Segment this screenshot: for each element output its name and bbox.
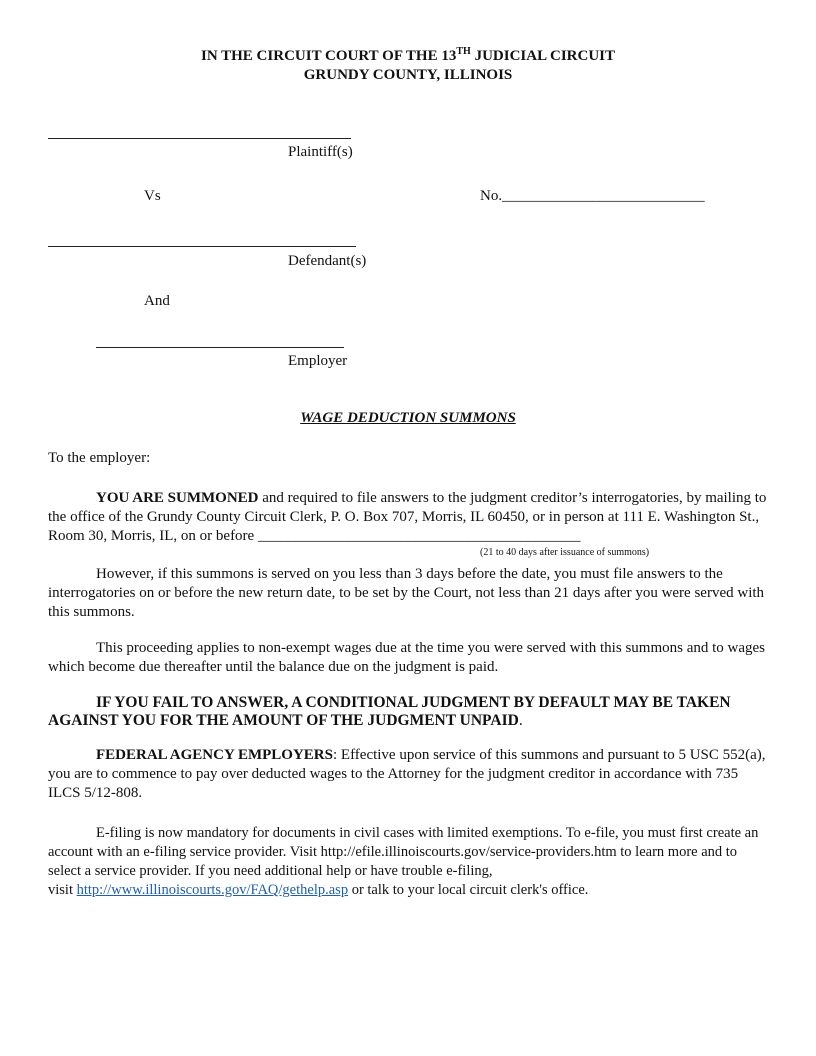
defendant-label: Defendant(s) <box>288 253 367 269</box>
salutation: To the employer: <box>48 450 151 466</box>
gethelp-link[interactable]: http://www.illinoiscourts.gov/FAQ/gethelp.asp <box>76 882 349 898</box>
summoned-lead: YOU ARE SUMMONED <box>96 490 259 506</box>
county-line: GRUNDY COUNTY, ILLINOIS <box>303 67 513 83</box>
court-line-part1: IN THE CIRCUIT COURT OF THE 13 <box>200 48 457 64</box>
and-label: And <box>144 293 170 309</box>
efiling-visit-label: visit <box>48 882 77 898</box>
federal-employers-text: : Effective upon service of this summons and pursuant to 5 USC 552(a), you are to commence to pay over deducted wages to the Attorney for the judgment creditor in accordance with 735 ILCS 5/12-808. <box>48 747 766 801</box>
default-warning-period: . <box>518 712 523 729</box>
employer-blank-line[interactable] <box>96 347 344 348</box>
summoned-text: and required to file answers to the judgment creditor’s interrogatories, by mailing to the office of the Grundy County Circuit Clerk, P. O. Box 707, Morris, IL 60450, or in person at 111 E. Washington St., Room 30, Morris, IL, on or before ___________________________________________ <box>48 490 767 544</box>
non-exempt-wages-paragraph <box>48 639 770 677</box>
plaintiff-label: Plaintiff(s) <box>288 144 353 160</box>
case-number-field[interactable] <box>480 188 705 205</box>
short-service-text: However, if this summons is served on you less than 3 days before the date, you must file answers to the interrogatories on or before the new return date, to be set by the Court, not less than 21 days after you were served with this summons. <box>48 566 765 620</box>
default-warning-paragraph <box>48 694 770 730</box>
efiling-paragraph <box>48 824 770 900</box>
efiling-text: E-filing is now mandatory for documents in civil cases with limited exemptions. To e-file, you must first create an account with an e-filing service provider. Visit http://efile.illinoiscourts.gov/service-providers.htm to learn more and to select a service provider. If you need additional help or have trouble e-filing, <box>48 825 759 879</box>
default-warning-text: IF YOU FAIL TO ANSWER, A CONDITIONAL JUDGMENT BY DEFAULT MAY BE TAKEN AGAINST YOU FOR THE AMOUNT OF THE JUDGMENT UNPAID <box>48 694 731 729</box>
court-name-line <box>0 46 816 65</box>
document-title: WAGE DEDUCTION SUMMONS <box>300 410 516 426</box>
summons-paragraph <box>48 489 770 546</box>
court-line-part2: JUDICIAL CIRCUIT <box>470 48 616 64</box>
case-number-label: No. <box>480 188 503 204</box>
plaintiff-blank-line[interactable] <box>48 138 351 139</box>
efiling-tail: or talk to your local circuit clerk's office. <box>348 882 589 898</box>
court-line-superscript: TH <box>456 46 471 57</box>
federal-employers-paragraph <box>48 746 770 803</box>
federal-employers-lead: FEDERAL AGENCY EMPLOYERS <box>96 747 333 763</box>
employer-label: Employer <box>288 353 348 369</box>
return-date-note: (21 to 40 days after issuance of summons) <box>480 547 650 558</box>
non-exempt-wages-text: This proceeding applies to non-exempt wages due at the time you were served with this summons and to wages which become due thereafter until the balance due on the judgment is paid. <box>48 640 766 675</box>
case-number-blank[interactable]: ___________________________ <box>502 188 705 204</box>
defendant-blank-line[interactable] <box>48 246 356 247</box>
short-service-paragraph <box>48 565 770 622</box>
vs-label: Vs <box>144 188 161 204</box>
